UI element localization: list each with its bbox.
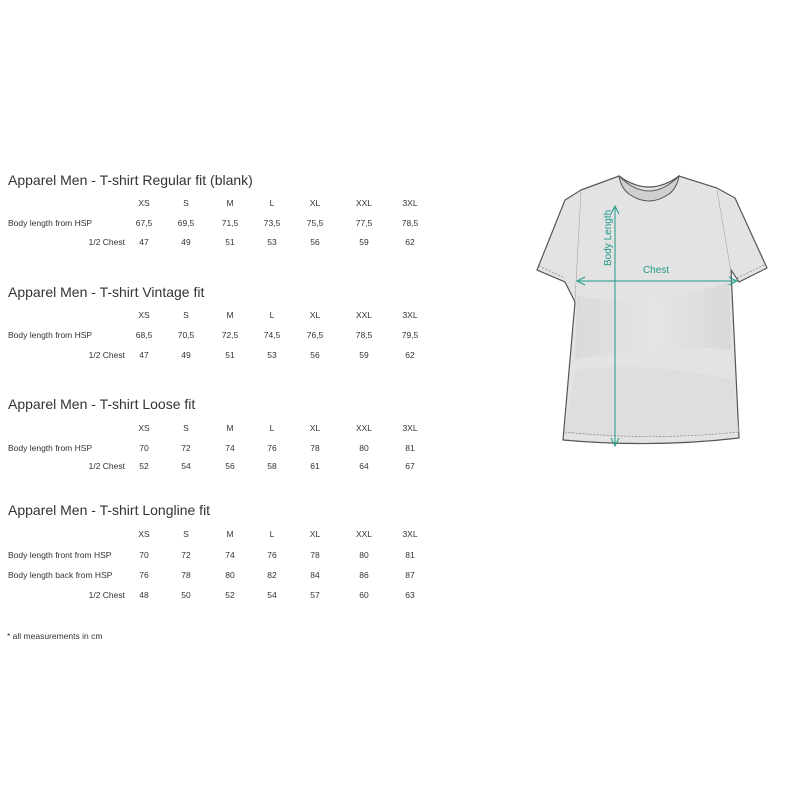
measurement-value: 79,5 [401, 330, 419, 340]
measurement-value: 67 [405, 461, 415, 471]
measurement-value: 84 [310, 570, 320, 580]
measurement-value: 61 [310, 461, 320, 471]
measurement-value: 64 [359, 461, 369, 471]
measurement-value: 53 [267, 237, 277, 247]
size-header: M [226, 423, 234, 433]
chest-label: Chest [642, 265, 670, 276]
body-length-label: Body Length [603, 209, 614, 266]
measurement-value: 50 [181, 590, 191, 600]
size-header: XS [138, 529, 150, 539]
measurement-value: 68,5 [135, 330, 153, 340]
measurement-value: 62 [405, 237, 415, 247]
size-header: XXL [355, 423, 373, 433]
measurement-value: 56 [310, 350, 320, 360]
measurement-value: 78 [310, 550, 320, 560]
measurement-value: 78 [181, 570, 191, 580]
row-label: 1/2 Chest [88, 590, 125, 600]
row-label: Body length from HSP [8, 443, 93, 453]
size-header: XL [309, 310, 321, 320]
row-label: Body length from HSP [8, 330, 93, 340]
size-header: S [183, 529, 189, 539]
measurement-value: 78,5 [355, 330, 373, 340]
size-header: XS [138, 198, 150, 208]
size-header: XL [309, 198, 321, 208]
size-header: XL [309, 423, 321, 433]
tshirt-lower-shading [565, 367, 739, 438]
measurement-value: 60 [359, 590, 369, 600]
measurement-value: 47 [139, 350, 149, 360]
measurement-value: 82 [267, 570, 277, 580]
size-header: XXL [355, 198, 373, 208]
size-header: S [183, 423, 189, 433]
size-header: S [183, 310, 189, 320]
size-header: L [269, 423, 275, 433]
measurement-value: 53 [267, 350, 277, 360]
measurement-value: 48 [139, 590, 149, 600]
measurement-value: 76 [267, 443, 277, 453]
measurement-value: 73,5 [263, 218, 281, 228]
measurement-value: 80 [225, 570, 235, 580]
size-header: L [269, 310, 275, 320]
measurement-value: 75,5 [306, 218, 324, 228]
size-header: XS [138, 423, 150, 433]
size-header: 3XL [402, 529, 418, 539]
size-header: M [226, 310, 234, 320]
measurement-value: 70,5 [177, 330, 195, 340]
size-header: M [226, 529, 234, 539]
row-label: 1/2 Chest [88, 237, 125, 247]
row-label: Body length from HSP [8, 218, 93, 228]
size-header: XS [138, 310, 150, 320]
section-title: Apparel Men - T-shirt Loose fit [8, 396, 196, 412]
measurement-value: 70 [139, 550, 149, 560]
measurement-value: 59 [359, 237, 369, 247]
measurement-value: 69,5 [177, 218, 195, 228]
measurement-value: 54 [181, 461, 191, 471]
measurement-value: 63 [405, 590, 415, 600]
measurement-value: 76,5 [306, 330, 324, 340]
measurement-value: 56 [225, 461, 235, 471]
measurement-value: 80 [359, 443, 369, 453]
measurement-value: 52 [225, 590, 235, 600]
measurement-value: 72 [181, 550, 191, 560]
measurement-value: 76 [267, 550, 277, 560]
size-header: L [269, 198, 275, 208]
size-header: M [226, 198, 234, 208]
measurement-value: 74,5 [263, 330, 281, 340]
tshirt-measurement-diagram [519, 170, 779, 455]
measurement-value: 72 [181, 443, 191, 453]
measurement-value: 78 [310, 443, 320, 453]
measurement-value: 77,5 [355, 218, 373, 228]
size-header: 3XL [402, 198, 418, 208]
measurement-note: * all measurements in cm [7, 631, 103, 641]
section-title: Apparel Men - T-shirt Vintage fit [8, 284, 205, 300]
size-header: XL [309, 529, 321, 539]
size-header: XXL [355, 529, 373, 539]
measurement-value: 81 [405, 550, 415, 560]
measurement-value: 72,5 [221, 330, 239, 340]
measurement-value: 62 [405, 350, 415, 360]
measurement-value: 70 [139, 443, 149, 453]
measurement-value: 49 [181, 237, 191, 247]
measurement-value: 71,5 [221, 218, 239, 228]
measurement-value: 57 [310, 590, 320, 600]
measurement-value: 87 [405, 570, 415, 580]
size-header: XXL [355, 310, 373, 320]
measurement-value: 51 [225, 350, 235, 360]
measurement-value: 58 [267, 461, 277, 471]
measurement-value: 52 [139, 461, 149, 471]
measurement-value: 74 [225, 443, 235, 453]
measurement-value: 74 [225, 550, 235, 560]
measurement-value: 54 [267, 590, 277, 600]
row-label: 1/2 Chest [88, 461, 125, 471]
section-title: Apparel Men - T-shirt Regular fit (blank) [8, 172, 253, 188]
size-header: 3XL [402, 310, 418, 320]
measurement-value: 59 [359, 350, 369, 360]
measurement-value: 49 [181, 350, 191, 360]
row-label: Body length back from HSP [8, 570, 113, 580]
measurement-value: 56 [310, 237, 320, 247]
measurement-value: 51 [225, 237, 235, 247]
measurement-value: 81 [405, 443, 415, 453]
size-header: 3XL [402, 423, 418, 433]
row-label: 1/2 Chest [88, 350, 125, 360]
measurement-value: 80 [359, 550, 369, 560]
measurement-value: 78,5 [401, 218, 419, 228]
measurement-value: 76 [139, 570, 149, 580]
size-header: S [183, 198, 189, 208]
measurement-value: 86 [359, 570, 369, 580]
measurement-value: 47 [139, 237, 149, 247]
row-label: Body length front from HSP [8, 550, 112, 560]
section-title: Apparel Men - T-shirt Longline fit [8, 502, 211, 518]
measurement-value: 67,5 [135, 218, 153, 228]
size-header: L [269, 529, 275, 539]
